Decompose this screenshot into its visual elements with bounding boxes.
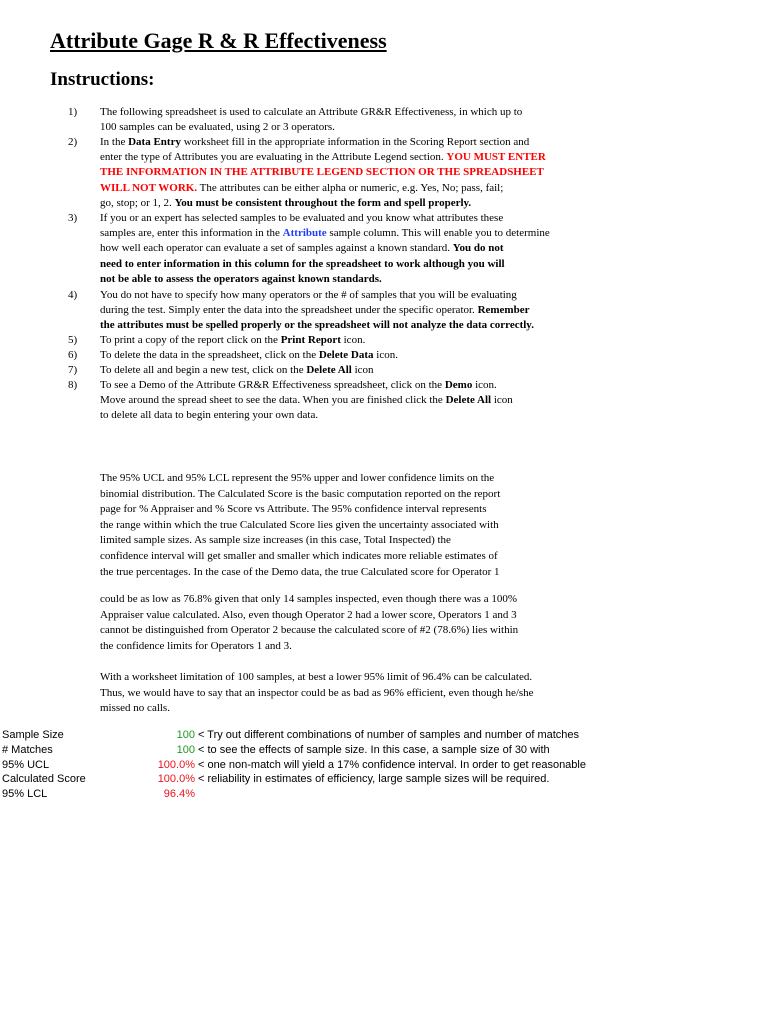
row-note: < reliability in estimates of efficiency, large sample sizes will be required. xyxy=(198,773,550,786)
instruction-text xyxy=(100,211,580,287)
emphasis-text: Data Entry xyxy=(128,136,181,148)
instruction-text-run: The following spreadsheet is used to calculate an Attribute GR&R Effectiveness, in which up to xyxy=(100,106,523,118)
paragraph-line: Appraiser value calculated. Also, even though Operator 2 had a lower score, Operators 1 and 3 xyxy=(100,608,517,621)
instruction-text-run: To delete the data in the spreadsheet, click on the xyxy=(100,349,319,361)
row-label: 95% UCL xyxy=(2,758,50,771)
highlighted-term: Attribute xyxy=(282,227,327,240)
instruction-text-run: icon xyxy=(351,364,374,376)
instruction-text-run: icon. xyxy=(472,379,497,391)
paragraph-line: the true percentages. In the case of the Demo data, the true Calculated score for Operator 1 xyxy=(100,565,500,578)
instruction-line xyxy=(100,348,580,363)
instruction-text xyxy=(100,105,580,135)
row-value: 100.0% xyxy=(157,773,195,786)
instruction-line xyxy=(100,318,580,333)
row-label: # Matches xyxy=(2,743,53,756)
instruction-line xyxy=(100,363,580,378)
instruction-text-run: how well each operator can evaluate a set of samples against a known standard. xyxy=(100,242,453,255)
instruction-text-run: Move around the spread sheet to see the data. When you are finished click the xyxy=(100,394,446,407)
instruction-text-run: icon xyxy=(491,394,513,407)
instruction-text-run: You do not have to specify how many operators or the # of samples that you will be evaluating xyxy=(100,289,517,301)
paragraph-line: Thus, we would have to say that an inspector could be as bad as 96% efficient, even though he/she xyxy=(100,686,534,699)
row-value[interactable]: 100 xyxy=(176,743,195,756)
instruction-line xyxy=(100,181,580,196)
instruction-number: 3) xyxy=(68,212,78,224)
instruction-text-run: during the test. Simply enter the data into the spreadsheet under the specific operator. xyxy=(100,304,478,317)
instruction-text xyxy=(100,288,580,334)
paragraph-line: the range within which the true Calculated Score lies given the uncertainty associated with xyxy=(100,518,499,531)
instruction-number: 1) xyxy=(68,106,78,118)
table-row xyxy=(0,787,768,802)
paragraph-line: the confidence limits for Operators 1 and 3. xyxy=(100,639,292,652)
row-value: 100.0% xyxy=(157,758,195,771)
emphasis-text: Print Report xyxy=(280,334,341,346)
warning-text: YOU MUST ENTER xyxy=(446,151,546,164)
instruction-text xyxy=(100,378,580,424)
instruction-text-run: icon. xyxy=(373,349,398,361)
instruction-line xyxy=(100,150,580,165)
instruction-line xyxy=(100,211,580,226)
row-label: 95% LCL xyxy=(2,788,48,801)
instruction-line xyxy=(100,165,580,180)
instruction-line xyxy=(100,257,580,272)
instruction-number: 7) xyxy=(68,364,78,376)
instruction-text-run: worksheet fill in the appropriate information in the Scoring Report section and xyxy=(180,136,530,148)
instruction-line xyxy=(100,135,580,150)
explanation-paragraph xyxy=(100,592,580,654)
emphasis-text: You do not xyxy=(452,242,504,255)
table-row xyxy=(0,743,768,758)
warning-text: WILL NOT WORK. xyxy=(100,181,198,194)
paragraph-line: missed no calls. xyxy=(100,702,170,715)
instruction-line xyxy=(100,105,580,120)
instruction-number: 5) xyxy=(68,334,78,346)
row-note: < to see the effects of sample size. In this case, a sample size of 30 with xyxy=(198,743,550,756)
warning-text: THE INFORMATION IN THE ATTRIBUTE LEGEND SECTION OR THE SPREADSHEET xyxy=(100,166,544,179)
instruction-text-run: to delete all data to begin entering your own data. xyxy=(100,409,319,422)
emphasis-text: Delete All xyxy=(306,364,352,376)
instruction-line xyxy=(100,333,580,348)
explanation-paragraph xyxy=(100,670,580,717)
instruction-text-run: To print a copy of the report click on the xyxy=(100,334,281,346)
instruction-text-run: The attributes can be either alpha or numeric, e.g. Yes, No; pass, fail; xyxy=(197,181,504,194)
instruction-line xyxy=(100,408,580,423)
paragraph-line: The 95% UCL and 95% LCL represent the 95% upper and lower confidence limits on the xyxy=(100,472,495,484)
instruction-line xyxy=(100,120,580,135)
instruction-text xyxy=(100,135,580,211)
row-note: < one non-match will yield a 17% confidence interval. In order to get reasonable xyxy=(198,758,586,771)
row-label: Sample Size xyxy=(2,729,64,741)
instruction-text-run: If you or an expert has selected samples to be evaluated and you know what attributes these xyxy=(100,212,504,224)
emphasis-text: You must be consistent throughout the form and spell properly. xyxy=(174,196,472,209)
row-note: < Try out different combinations of number of samples and number of matches xyxy=(198,729,580,741)
paragraph-line: confidence interval will get smaller and smaller which indicates more reliable estimates of xyxy=(100,549,498,562)
explanation-paragraph xyxy=(100,471,580,580)
emphasis-text: Demo xyxy=(444,379,473,391)
paragraph-line: could be as low as 76.8% given that only 14 samples inspected, even though there was a 100% xyxy=(100,593,517,605)
instruction-line xyxy=(100,241,580,256)
instruction-text xyxy=(100,348,580,363)
instruction-text-run: In the xyxy=(100,136,129,148)
instruction-line xyxy=(100,226,580,241)
emphasis-text: the attributes must be spelled properly or the spreadsheet will not analyze the data correctly. xyxy=(100,319,534,332)
instruction-text-run: 100 samples can be evaluated, using 2 or 3 operators. xyxy=(100,121,335,134)
emphasis-text: not be able to assess the operators against known standards. xyxy=(100,272,382,285)
paragraph-line: limited sample sizes. As sample size increases (in this case, Total Inspected) the xyxy=(100,534,451,547)
row-label: Calculated Score xyxy=(2,773,86,786)
paragraph-line: cannot be distinguished from Operator 2 because the calculated score of #2 (78.6%) lies within xyxy=(100,624,519,637)
instruction-line xyxy=(100,378,580,393)
instruction-text-run: sample column. This will enable you to determine xyxy=(326,227,550,240)
instruction-text-run: enter the type of Attributes you are evaluating in the Attribute Legend section. xyxy=(100,151,447,164)
instruction-number: 4) xyxy=(68,289,78,301)
paragraph-line: binomial distribution. The Calculated Score is the basic computation reported on the report xyxy=(100,487,501,500)
document-title: Attribute Gage R & R Effectiveness xyxy=(50,28,387,53)
emphasis-text: need to enter information in this column for the spreadsheet to work although you will xyxy=(100,257,505,270)
instruction-text-run: go, stop; or 1, 2. xyxy=(100,196,175,209)
instruction-line xyxy=(100,272,580,287)
emphasis-text: Remember xyxy=(477,304,530,317)
instruction-text-run: icon. xyxy=(340,334,366,346)
emphasis-text: Delete All xyxy=(445,394,492,407)
instruction-text xyxy=(100,333,580,348)
sample-size-table xyxy=(0,728,768,802)
table-row xyxy=(0,772,768,787)
instruction-line xyxy=(100,393,580,408)
paragraph-line: With a worksheet limitation of 100 samples, at best a lower 95% limit of 96.4% can be calculated. xyxy=(100,671,533,683)
row-value: 96.4% xyxy=(163,788,195,801)
emphasis-text: Delete Data xyxy=(318,349,374,361)
instruction-text xyxy=(100,363,580,378)
instruction-number: 2) xyxy=(68,136,78,148)
instruction-number: 6) xyxy=(68,349,78,361)
instructions-heading: Instructions: xyxy=(50,69,155,90)
table-row xyxy=(0,758,768,773)
instruction-text-run: samples are, enter this information in the xyxy=(100,227,283,240)
instruction-line xyxy=(100,288,580,303)
instruction-number: 8) xyxy=(68,379,78,391)
table-row xyxy=(0,728,768,743)
instruction-line xyxy=(100,196,580,211)
instruction-text-run: To see a Demo of the Attribute GR&R Effectiveness spreadsheet, click on the xyxy=(100,379,445,391)
instruction-text-run: To delete all and begin a new test, click on the xyxy=(100,364,307,376)
instruction-line xyxy=(100,303,580,318)
paragraph-line: page for % Appraiser and % Score vs Attribute. The 95% confidence interval represents xyxy=(100,503,487,516)
row-value[interactable]: 100 xyxy=(176,729,195,741)
